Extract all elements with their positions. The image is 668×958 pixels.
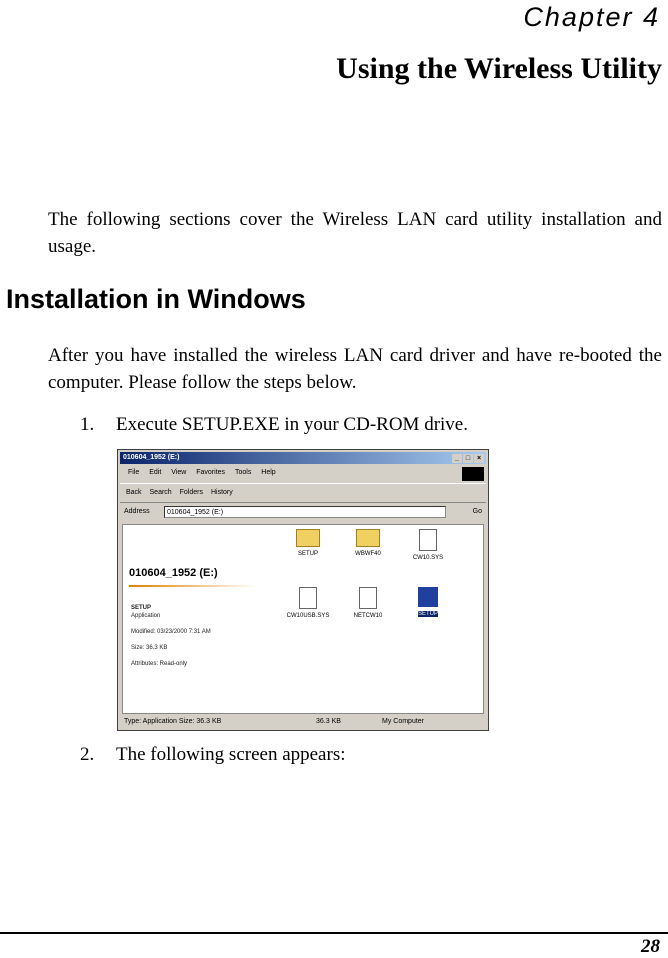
file-item: SETUP xyxy=(403,587,453,617)
menu-edit: Edit xyxy=(149,469,162,476)
menu-file: File xyxy=(128,469,140,476)
step-text: The following screen appears: xyxy=(116,744,346,765)
address-bar xyxy=(120,504,486,520)
folder-icon xyxy=(356,529,380,547)
status-type: Type: Application Size: 36.3 KB xyxy=(124,718,222,725)
section-heading: Installation in Windows xyxy=(6,284,306,314)
status-bar xyxy=(120,716,486,728)
back-button: Back xyxy=(126,489,142,496)
windows-logo-icon xyxy=(462,467,484,481)
title-underline xyxy=(129,585,257,587)
step-number: 1. xyxy=(80,414,95,435)
status-size: 36.3 KB xyxy=(316,718,341,725)
toolbar xyxy=(120,483,486,503)
address-field: 010604_1952 (E:) xyxy=(164,506,446,518)
web-view-sidebar xyxy=(123,525,263,713)
status-location: My Computer xyxy=(382,718,425,725)
modified-info: Modified: 03/23/2000 7:31 AM xyxy=(131,629,211,635)
file-item: NETCW10 xyxy=(343,587,393,619)
chapter-label: Chapter 4 xyxy=(523,2,660,32)
intro-paragraph: The following sections cover the Wireless LAN card utility installation and usage. xyxy=(48,209,662,257)
address-label: Address xyxy=(124,508,150,515)
attributes-info: Attributes: Read-only xyxy=(131,661,188,667)
window-titlebar xyxy=(120,452,486,464)
go-button: Go xyxy=(472,508,482,515)
selected-type: Application xyxy=(131,613,161,619)
step-number: 2. xyxy=(80,744,95,765)
menu-tools: Tools xyxy=(235,469,252,476)
step-1 xyxy=(80,414,468,436)
page-number: 28 xyxy=(641,936,660,957)
menu-bar xyxy=(120,467,486,479)
file-item: WBWF40 xyxy=(343,529,393,557)
explorer-screenshot xyxy=(117,449,489,731)
menu-favorites: Favorites xyxy=(196,469,226,476)
folder-icon xyxy=(296,529,320,547)
menu-help: Help xyxy=(261,469,276,476)
selected-name: SETUP xyxy=(131,605,152,611)
minimize-icon: _ xyxy=(452,454,462,463)
install-paragraph: After you have installed the wireless LAN card driver and have re-booted the computer. Please follow the steps below. xyxy=(48,345,662,393)
size-info: Size: 36.3 KB xyxy=(131,645,168,651)
history-button: History xyxy=(210,489,233,496)
file-icon xyxy=(359,587,377,609)
window-title: 010604_1952 (E:) xyxy=(123,454,180,461)
maximize-icon: □ xyxy=(463,454,473,463)
file-item: SETUP xyxy=(283,529,333,557)
file-icon xyxy=(299,587,317,609)
menu-view: View xyxy=(171,469,187,476)
file-item: CW10.SYS xyxy=(403,529,453,561)
window-controls xyxy=(451,453,484,465)
close-icon: × xyxy=(474,454,484,463)
step-text: Execute SETUP.EXE in your CD-ROM drive. xyxy=(116,414,468,435)
footer-rule xyxy=(0,932,668,934)
file-item: CW10USB.SYS xyxy=(283,587,333,619)
search-button: Search xyxy=(149,489,172,496)
step-2 xyxy=(80,744,346,766)
file-list xyxy=(273,525,483,713)
file-icon xyxy=(419,529,437,551)
folders-button: Folders xyxy=(179,489,203,496)
setup-icon xyxy=(418,587,438,607)
content-pane xyxy=(122,524,484,714)
chapter-title: Using the Wireless Utility xyxy=(336,52,662,85)
drive-title: 010604_1952 (E:) xyxy=(129,567,218,579)
